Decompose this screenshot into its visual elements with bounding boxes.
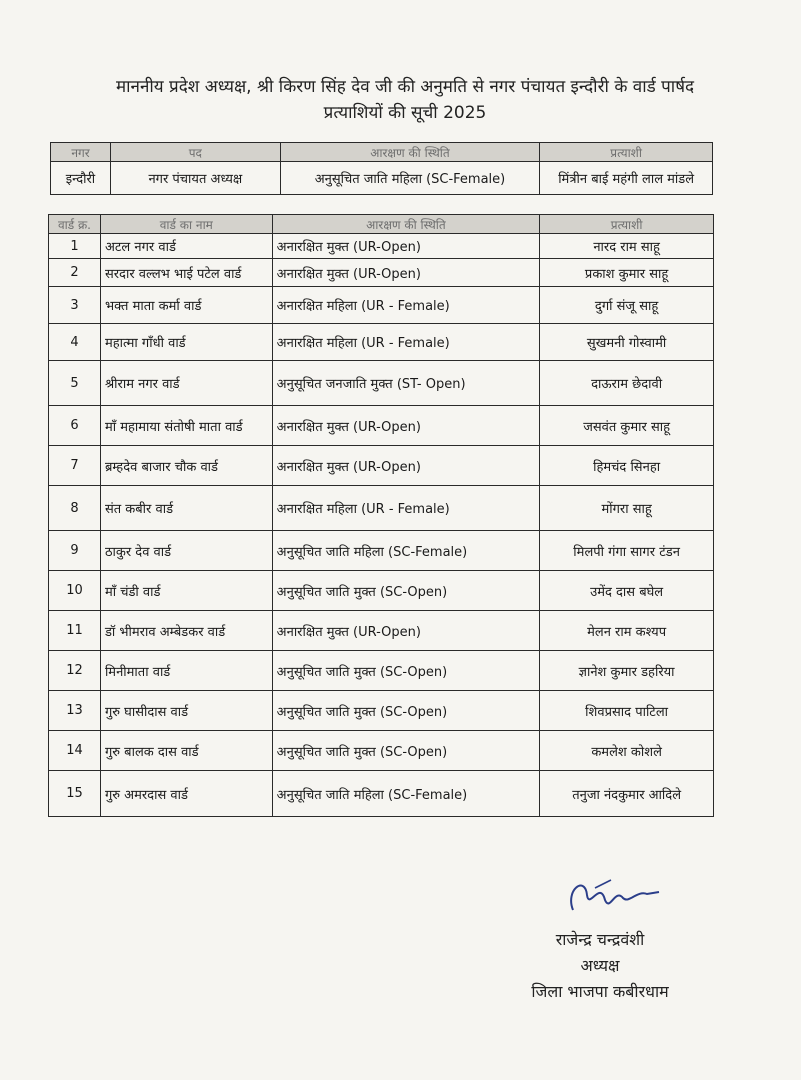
cell-ward-name: माँ महामाया संतोषी माता वार्ड bbox=[100, 406, 272, 446]
cell-reservation: अनारक्षित महिला (UR - Female) bbox=[272, 324, 540, 361]
header-pad: पद bbox=[110, 143, 280, 162]
cell-ward-no: 3 bbox=[49, 287, 101, 324]
cell-reservation: अनुसूचित जाति महिला (SC-Female) bbox=[280, 162, 540, 195]
table-row bbox=[49, 691, 714, 731]
cell-ward-name: संत कबीर वार्ड bbox=[100, 486, 272, 531]
cell-candidate: तनुजा नंदकुमार आदिले bbox=[540, 771, 714, 817]
cell-reservation: अनारक्षित मुक्त (UR-Open) bbox=[272, 611, 540, 651]
cell-candidate: शिवप्रसाद पाटिला bbox=[540, 691, 714, 731]
table-row bbox=[49, 651, 714, 691]
header-ward-name: वार्ड का नाम bbox=[100, 215, 272, 234]
cell-reservation: अनारक्षित मुक्त (UR-Open) bbox=[272, 259, 540, 287]
cell-candidate: जसवंत कुमार साहू bbox=[540, 406, 714, 446]
cell-reservation: अनुसूचित जाति मुक्त (SC-Open) bbox=[272, 571, 540, 611]
cell-candidate: मिंत्रीन बाई महंगी लाल मांडले bbox=[540, 162, 713, 195]
cell-ward-no: 15 bbox=[49, 771, 101, 817]
ward-candidate-table bbox=[48, 214, 714, 817]
cell-candidate: ज्ञानेश कुमार डहरिया bbox=[540, 651, 714, 691]
table-row bbox=[49, 731, 714, 771]
cell-ward-name: माँ चंडी वार्ड bbox=[100, 571, 272, 611]
cell-reservation: अनारक्षित महिला (UR - Female) bbox=[272, 486, 540, 531]
president-row bbox=[51, 162, 713, 195]
signatory-organization: जिला भाजपा कबीरधाम bbox=[531, 982, 669, 1001]
cell-ward-no: 6 bbox=[49, 406, 101, 446]
ward-table-header bbox=[49, 215, 714, 234]
cell-ward-name: ब्रम्हदेव बाजार चौक वार्ड bbox=[100, 446, 272, 486]
cell-reservation: अनारक्षित मुक्त (UR-Open) bbox=[272, 406, 540, 446]
cell-ward-name: अटल नगर वार्ड bbox=[100, 234, 272, 259]
table-row bbox=[49, 771, 714, 817]
cell-ward-name: डॉ भीमराव अम्बेडकर वार्ड bbox=[100, 611, 272, 651]
president-candidate-table bbox=[50, 142, 713, 195]
title-line-2: प्रत्याशियों की सूची 2025 bbox=[323, 103, 487, 123]
cell-ward-no: 7 bbox=[49, 446, 101, 486]
cell-ward-name: श्रीराम नगर वार्ड bbox=[100, 361, 272, 406]
cell-candidate: प्रकाश कुमार साहू bbox=[540, 259, 714, 287]
cell-candidate: उमेंद दास बघेल bbox=[540, 571, 714, 611]
cell-ward-no: 14 bbox=[49, 731, 101, 771]
cell-ward-name: ठाकुर देव वार्ड bbox=[100, 531, 272, 571]
signatory-designation: अध्यक्ष bbox=[580, 956, 620, 975]
cell-candidate: दाऊराम छेदावी bbox=[540, 361, 714, 406]
table-row bbox=[49, 259, 714, 287]
cell-reservation: अनुसूचित जनजाति मुक्त (ST- Open) bbox=[272, 361, 540, 406]
cell-ward-no: 13 bbox=[49, 691, 101, 731]
cell-candidate: कमलेश कोशले bbox=[540, 731, 714, 771]
cell-post: नगर पंचायत अध्यक्ष bbox=[110, 162, 280, 195]
cell-reservation: अनुसूचित जाति मुक्त (SC-Open) bbox=[272, 731, 540, 771]
signature-block bbox=[500, 870, 720, 1050]
table-row bbox=[49, 531, 714, 571]
cell-ward-no: 9 bbox=[49, 531, 101, 571]
cell-reservation: अनारक्षित महिला (UR - Female) bbox=[272, 287, 540, 324]
cell-nagar: इन्दौरी bbox=[51, 162, 111, 195]
cell-reservation: अनुसूचित जाति मुक्त (SC-Open) bbox=[272, 651, 540, 691]
cell-reservation: अनारक्षित मुक्त (UR-Open) bbox=[272, 446, 540, 486]
cell-candidate: मेलन राम कश्यप bbox=[540, 611, 714, 651]
cell-reservation: अनुसूचित जाति मुक्त (SC-Open) bbox=[272, 691, 540, 731]
table-row bbox=[49, 287, 714, 324]
cell-ward-no: 11 bbox=[49, 611, 101, 651]
table-row bbox=[49, 446, 714, 486]
cell-ward-name: मिनीमाता वार्ड bbox=[100, 651, 272, 691]
table-row bbox=[49, 406, 714, 446]
cell-ward-no: 8 bbox=[49, 486, 101, 531]
cell-ward-name: गुरु अमरदास वार्ड bbox=[100, 771, 272, 817]
table-row bbox=[49, 324, 714, 361]
ward-table-body bbox=[49, 234, 714, 817]
cell-candidate: दुर्गा संजू साहू bbox=[540, 287, 714, 324]
header-candidate: प्रत्याशी bbox=[540, 143, 713, 162]
table-row bbox=[49, 571, 714, 611]
cell-ward-no: 4 bbox=[49, 324, 101, 361]
cell-candidate: हिमचंद सिनहा bbox=[540, 446, 714, 486]
cell-ward-no: 10 bbox=[49, 571, 101, 611]
table-row bbox=[49, 361, 714, 406]
cell-ward-name: भक्त माता कर्मा वार्ड bbox=[100, 287, 272, 324]
header-candidate: प्रत्याशी bbox=[540, 215, 714, 234]
president-table-header bbox=[51, 143, 713, 162]
header-reservation: आरक्षण की स्थिति bbox=[280, 143, 540, 162]
cell-ward-no: 1 bbox=[49, 234, 101, 259]
cell-candidate: सुखमनी गोस्वामी bbox=[540, 324, 714, 361]
title-line-1: माननीय प्रदेश अध्यक्ष, श्री किरण सिंह देव जी की अनुमति से नगर पंचायत इन्दौरी के वार्ड पार्षद bbox=[115, 77, 695, 97]
cell-candidate: मोंगरा साहू bbox=[540, 486, 714, 531]
document-title bbox=[40, 74, 770, 126]
cell-candidate: नारद राम साहू bbox=[540, 234, 714, 259]
cell-ward-no: 5 bbox=[49, 361, 101, 406]
header-reservation: आरक्षण की स्थिति bbox=[272, 215, 540, 234]
signatory-name: राजेन्द्र चन्द्रवंशी bbox=[555, 930, 645, 949]
cell-candidate: मिलपी गंगा सागर टंडन bbox=[540, 531, 714, 571]
header-ward-no: वार्ड क्र. bbox=[49, 215, 101, 234]
cell-ward-name: गुरु बालक दास वार्ड bbox=[100, 731, 272, 771]
cell-reservation: अनुसूचित जाति महिला (SC-Female) bbox=[272, 771, 540, 817]
cell-reservation: अनुसूचित जाति महिला (SC-Female) bbox=[272, 531, 540, 571]
cell-ward-no: 2 bbox=[49, 259, 101, 287]
signature-mark bbox=[555, 870, 665, 920]
header-nagar: नगर bbox=[51, 143, 111, 162]
table-row bbox=[49, 486, 714, 531]
cell-ward-name: गुरु घासीदास वार्ड bbox=[100, 691, 272, 731]
cell-ward-name: सरदार वल्लभ भाई पटेल वार्ड bbox=[100, 259, 272, 287]
cell-ward-name: महात्मा गाँधी वार्ड bbox=[100, 324, 272, 361]
table-row bbox=[49, 234, 714, 259]
cell-ward-no: 12 bbox=[49, 651, 101, 691]
table-row bbox=[49, 611, 714, 651]
cell-reservation: अनारक्षित मुक्त (UR-Open) bbox=[272, 234, 540, 259]
